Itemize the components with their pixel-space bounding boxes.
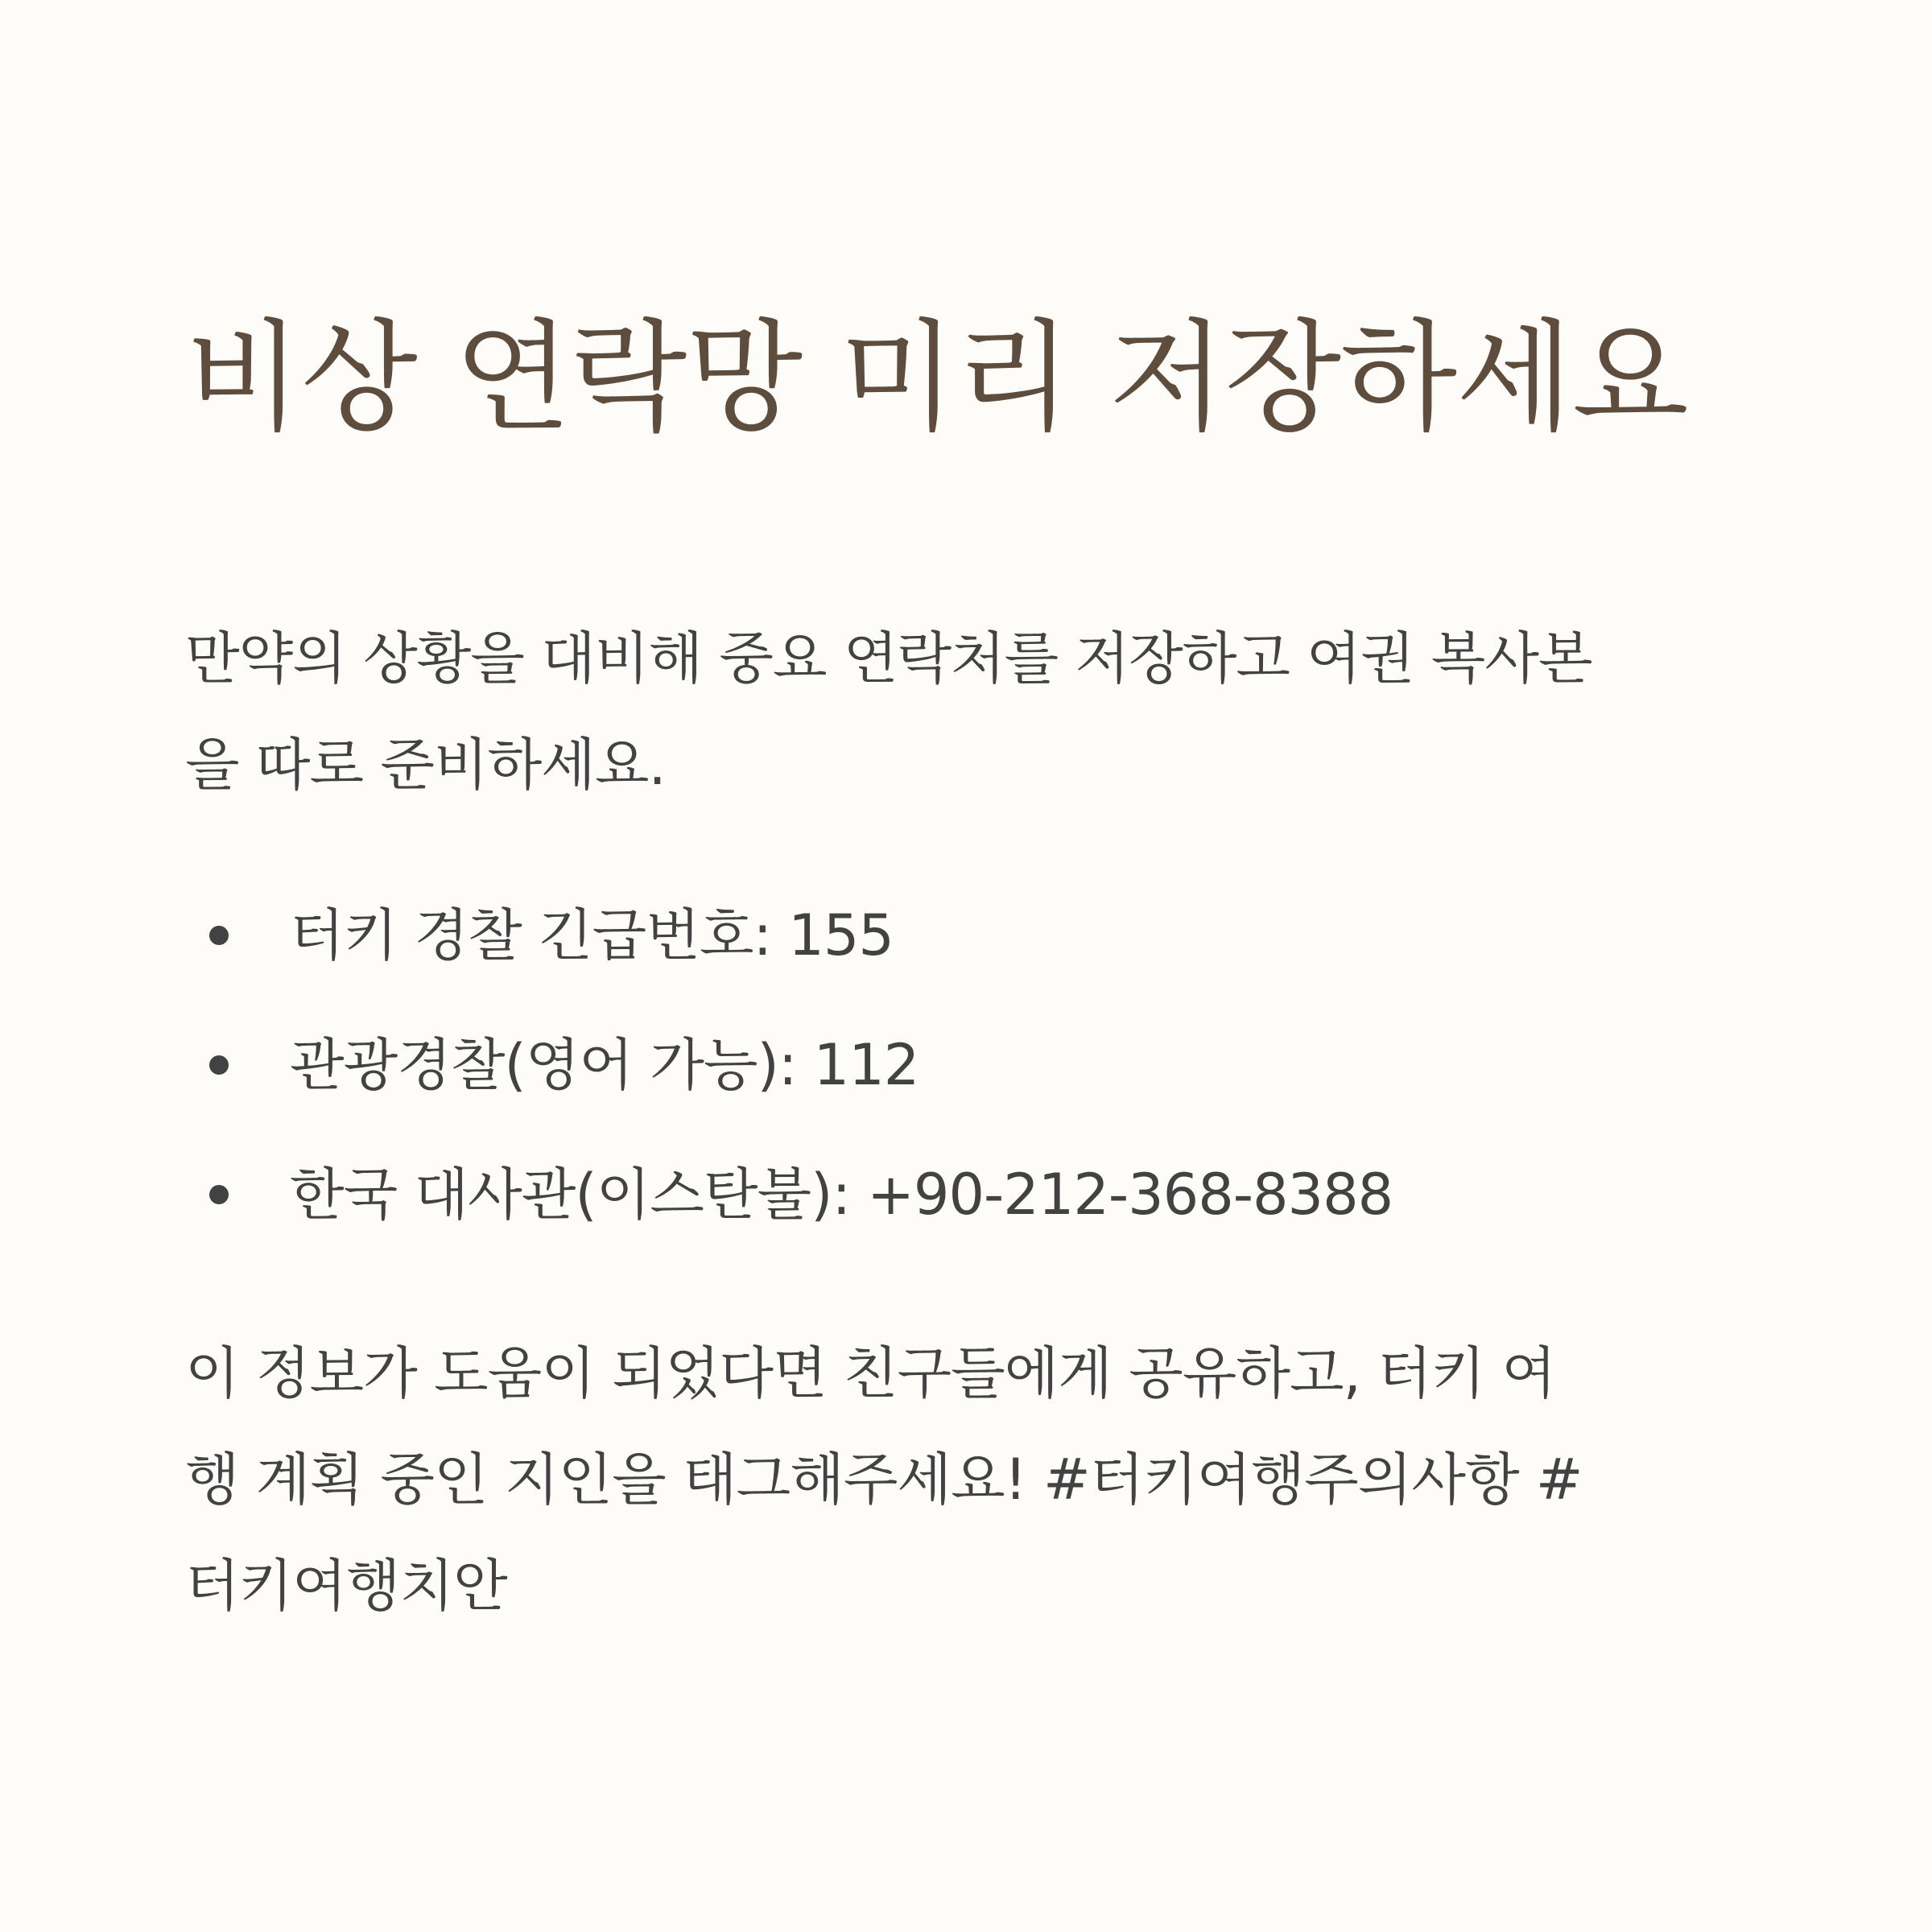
closing-line-2: 행 계획 중인 지인을 태그해주세요! #터키여행주의사항 # (185, 1447, 1583, 1513)
contact-item-tourist-police (185, 1022, 1755, 1151)
emergency-contact-list (185, 892, 1755, 1281)
bullet-icon (209, 1185, 229, 1204)
intro-paragraph (185, 605, 1755, 818)
bullet-icon (209, 1055, 229, 1075)
intro-line-2: 을 따로 준비하세요. (185, 732, 666, 798)
closing-paragraph (185, 1320, 1755, 1639)
bullet-icon (209, 926, 229, 945)
contact-item-police (185, 892, 1755, 1022)
contact-text: 터키 경찰 긴급번호: 155 (290, 902, 894, 968)
page-title: 비상 연락망 미리 저장하세요 (185, 308, 1688, 448)
contact-text: 한국 대사관(이스탄불): +90-212-368-8388 (290, 1162, 1393, 1228)
intro-line-1: 만약의 상황을 대비해 중요 연락처를 저장하고 여권 복사본 (185, 625, 1592, 691)
closing-line-1: 이 정보가 도움이 되었다면 친구들에게 공유하고, 터키 여 (185, 1340, 1556, 1406)
contact-text: 관광경찰(영어 가능): 112 (290, 1032, 919, 1098)
contact-item-embassy (185, 1151, 1755, 1281)
closing-line-3: 터키여행치안 (185, 1553, 507, 1619)
